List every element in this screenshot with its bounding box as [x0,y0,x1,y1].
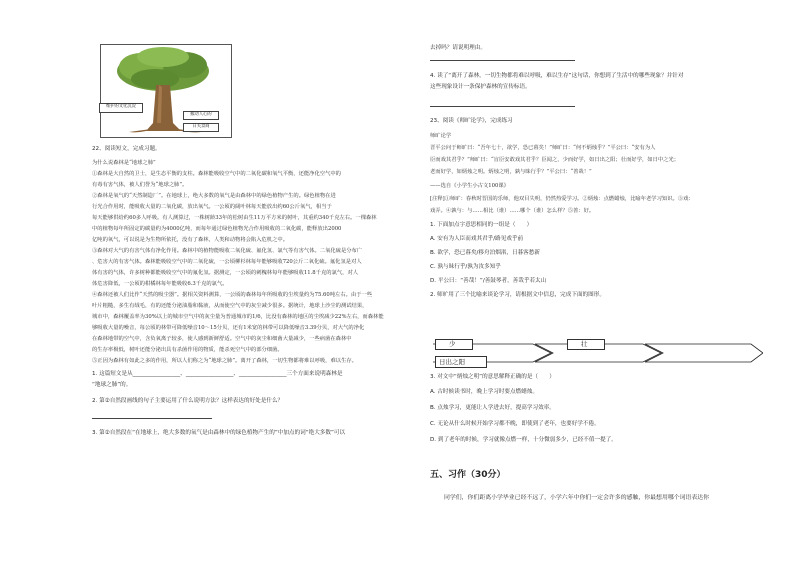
classical-line: 臣而戏其君乎？”师旷曰：“盲臣安敢戏其君乎？臣闻之，少而好学，如日出之阳；壮而好学，如日中之光； [430,157,680,163]
fish-label-young: 少 [449,340,456,348]
q1-option-c[interactable]: C. 孰与昧行乎/孰为汝多知乎 [430,264,501,270]
q1-option-d[interactable]: D. 平公曰：“善哉！”/善鼓琴者，善哉乎若太山 [430,278,547,284]
para-line: 叶片粗糙，多生有绒毛，有的还能分泌油脂和黏液，从而使空气中的灰尘减少很多。据统计，地球上沙尘的测试结果， [92,303,368,309]
fish-label-adult: 壮 [581,340,588,348]
tree-label-right-top: 搬动人心的 [183,111,219,120]
q2-answer-line[interactable] [92,418,212,419]
notes-line: [注释]①师旷：春秋时晋国的乐师，他双目失明，仍然热爱学习。②炳烛：点燃蜡烛，比喻年老学习知识。③戏： [430,196,694,202]
q3-title: 3. 对文中“炳烛之明”的意思解释正确的是（ ） [430,374,555,380]
answer-line[interactable] [430,60,575,61]
right-top-text: 去掉吗？请说明理由。 [430,45,486,51]
q3-option-a[interactable]: A. 古时候读书时，晚上学习时要点燃蜡烛。 [430,389,538,395]
para-line: ③森林对大气的有害气体有净化作用。森林中的植物能吸收二氧化硫、氟化氢、氯气等有害气体。二氧化硫是分布广 [92,248,363,254]
q2-title: 2. 师旷用了三个比喻来谈论学习，请根据文中信息，完成下面的图形。 [430,292,605,298]
fish-label-sunrise: 日出之阳 [439,358,465,366]
notes-line: 戏弄。④孰与：与……相比（谁）……哪个（谁）怎么样？⑤善：好。 [430,208,595,214]
para-line: ②森林是氧气的“天然制造厂”。在地球上，绝大多数的氧气是由森林中的绿色植物产生的。绿色植物在进 [92,193,336,199]
q1-option-a[interactable]: A. 安有为人臣而戏其君乎/路见戏乎前 [430,236,524,242]
q4-text-cont: 这些现象设计一条保护森林的宣传标语。 [430,84,531,90]
para-line: 够吸收大量的噪音，每公顷的林带可降低噪音10～15分贝，还有1米宽的林带可以降低噪音3.39分贝，对大气的净化 [92,325,365,331]
para-line: 每天能够供给约60多人呼吸。有人测算过，一株树龄33年的松树由生11万平方米的树叶，其重约340千克左右。一棵森林 [92,215,377,221]
q3-option-d[interactable]: D. 到了老年的时候，学习就像点燃一样，十分微弱多少，已经不值一提了。 [430,437,617,443]
q1-option-b[interactable]: B. 欲学，恐已暮矣/移舟泊烟渚，日暮客愁新 [430,250,540,256]
q4-text: 4. 读了“离开了森林，一切生物都将难以呼吸，难以生存”这句话，你想到了生活中的哪些现象？并针对 [430,73,684,79]
para-line: 城市中，森林覆盖率为30%以上的城市空气中的灰尘量为普通城市的1/6，比没有森林的地区的尘埃减少22%左右，而森林能 [92,314,384,320]
para-line: ①森林是大自然的卫士，是生态平衡的支柱。森林能吸收空气中的二氧化碳和氧气平衡，还能净化空气中的 [92,171,341,177]
para-line: 亿吨的氧气，可以说是为生物所依托，没有了森林，人类和动物将会陷入危机之中。 [92,237,288,243]
para-line: 体危害降低，一公顷的柑橘林每年能吸收6.3千克的氯气。 [92,281,228,287]
q23-title: 23、阅读《师旷论学》，完成练习 [430,118,513,124]
para-line: 中的植物每年所固定的碳量约为4000亿吨，而每年通过绿色植物光合作用吸收的二氧化碳，能释放出2000 [92,226,342,232]
q3-text: 3. 第②自然段在“在地球上，绝大多数的氧气是由森林中的绿色植物产生的”中加点的词“绝大多数”可以 [92,430,346,436]
q4-answer-line[interactable] [430,106,575,107]
essay-prompt: 同学们，你们距离小学毕业已经不远了，小学六年中你们一定会许多的感触，你最想用哪个词语表达你 [444,495,710,501]
para-line: 有毒有害气体，被人们誉为“地球之肺”。 [92,182,188,188]
para-line: ⑤正因为森林有如此之多的作用，所以人们称之为“地球之肺”。离开了森林，一切生物都将难以呼吸，难以生存。 [92,358,357,364]
q1-title: 1. 下面加点字意思相同的一组是（ ） [430,222,533,228]
q22-title: 22、阅读短文，完成习题。 [92,146,161,152]
q2-text: 2. 第②自然段画线的句子主要运用了什么说明方法？这样表达的好处是什么？ [92,398,284,404]
para-line: ④森林还被人们比作“天然的吸尘器”。据相关资料测算，一公顷的森林每年所吸收的尘埃量约为75.60吨左右。由于一些 [92,292,373,298]
source-line: ——选自《小学生小古文100课》 [430,183,509,189]
tree-label-left: 维护的文化沉淀 [99,103,143,113]
para-line: 体有害的气体，许多树种都能吸收空气中的氟化氢。据测定，一公顷的刺槐林每年能够吸收11.8千克的氯气，对人 [92,270,359,276]
q3-option-b[interactable]: B. 点烛学习，更能让人学进去好，提高学习效率。 [430,405,555,411]
q1-text: 1. 这篇短文是从_________________、_________________、_________________三个方面来说明森林是 [92,371,343,377]
q1-text-cont: “地球之肺”的。 [92,382,132,388]
classical-line: 老而好学，如炳烛之明。炳烛之明，孰与昧行乎？”平公曰：“善哉！” [430,169,592,175]
para-line: 行光合作用时，能吸收大量的二氧化碳，放出氧气。一公顷的阔叶林每天能放出约60公斤氧气，相当于 [92,204,332,210]
para-line: 的生存率极低，树叶还能分泌出具有杀菌作用的物质，能杀死空气中的部分细菌。 [92,347,283,353]
fishbone-diagram [433,338,763,368]
classical-line: 晋平公问于师旷曰：“吾年七十，欲学，恐已暮矣！”师旷曰：“何不炳烛乎？”平公曰：“安有为人 [430,145,656,151]
para-line: 在森林地带的空气中，含负氧离子较多，使人感到新鲜舒适。空气中的灰尘和细菌大量减少，一些病菌在森林中 [92,336,352,342]
para-line: 、危害大的有害气体。森林能吸收空气中的二氧化硫，一公顷柳杉林每年能够吸收720公斤二氧化硫。氟化氢是对人 [92,259,362,265]
q3-option-c[interactable]: C. 无论从什么时候开始学习都不晚，即使到了老年，也要好学不倦。 [430,421,600,427]
article-title: 为什么说森林是“地球之肺” [92,160,156,166]
poem-title: 师旷论学 [430,133,452,139]
tree-illustration-frame [100,44,232,138]
tree-label-right-bottom: 日关景商 [183,123,219,132]
section-5-heading: 五、习作（30分） [430,470,506,480]
